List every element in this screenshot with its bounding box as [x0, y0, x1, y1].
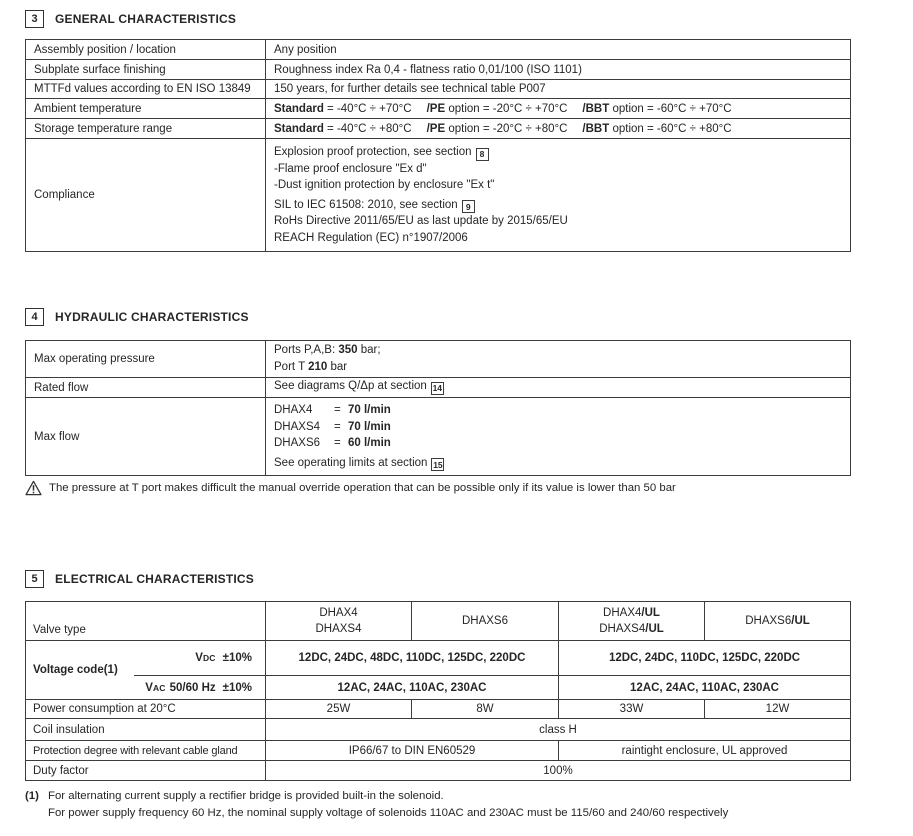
- section-hydraulic-header: [25, 308, 249, 326]
- warning-note: [25, 480, 885, 496]
- section-title: GENERAL CHARACTERISTICS: [55, 12, 237, 26]
- valve-type-header: DHAX4/UL DHAXS4/UL: [559, 602, 705, 641]
- power-value: 8W: [412, 700, 559, 719]
- row-value: See diagrams Q/Δp at section 14: [266, 378, 851, 398]
- compliance-line: SIL to IEC 61508: 2010, see section 9: [274, 197, 842, 214]
- section-ref-box: 14: [432, 383, 443, 394]
- row-label: Rated flow: [26, 378, 266, 398]
- table-row: [26, 700, 851, 719]
- protection-value: raintight enclosure, UL approved: [559, 741, 851, 761]
- general-characteristics-table: [25, 39, 851, 252]
- table-row: [26, 341, 851, 378]
- valve-type-header: DHAXS6/UL: [705, 602, 851, 641]
- vac-values: 12AC, 24AC, 110AC, 230AC: [266, 676, 559, 700]
- coil-value: class H: [266, 719, 851, 741]
- value-segment: option = -60°C ÷ +80°C: [609, 122, 732, 135]
- row-value: Any position: [266, 40, 851, 60]
- table-row: [26, 80, 851, 99]
- section-electrical-header: [25, 570, 254, 588]
- row-label: Coil insulation: [26, 719, 266, 741]
- vac-sublabel: V AC 50/60 Hz ±10%: [145, 681, 252, 694]
- flow-line: DHAX4 = 70 l/min: [274, 404, 391, 416]
- electrical-characteristics-table: [25, 601, 851, 781]
- table-row: [26, 60, 851, 80]
- value-segment: = -40°C ÷ +70°C: [323, 102, 412, 115]
- table-row: [26, 40, 851, 60]
- row-label: MTTFd values according to EN ISO 13849: [26, 80, 266, 99]
- vdc-values: 12DC, 24DC, 110DC, 125DC, 220DC: [559, 641, 851, 676]
- row-label: Compliance: [26, 139, 266, 252]
- footnote-line: For alternating current supply a rectifier bridge is provided built-in the solenoid.: [48, 790, 444, 802]
- table-row: [26, 139, 851, 252]
- row-label: Protection degree with relevant cable gland: [26, 741, 266, 761]
- compliance-line: REACH Regulation (EC) n°1907/2006: [274, 231, 468, 244]
- footnote-marker: (1): [25, 790, 39, 802]
- row-label: Assembly position / location: [26, 40, 266, 60]
- voltage-code-label: Voltage code (1): [33, 664, 118, 676]
- compliance-value: [266, 139, 851, 252]
- power-value: 12W: [705, 700, 851, 719]
- value-segment: /PE: [426, 122, 446, 135]
- value-segment: = -40°C ÷ +80°C: [323, 122, 412, 135]
- warning-text: The pressure at T port makes difficult the manual override operation that can be possible only if its value is lower than 50 bar: [49, 482, 676, 494]
- row-label: Ambient temperature: [26, 99, 266, 119]
- power-value: 33W: [559, 700, 705, 719]
- vdc-values: 12DC, 24DC, 48DC, 110DC, 125DC, 220DC: [266, 641, 559, 676]
- value-segment: Standard: [274, 122, 324, 135]
- row-value: [266, 341, 851, 378]
- table-row: [26, 119, 851, 139]
- compliance-line: -Flame proof enclosure "Ex d": [274, 162, 427, 175]
- section-ref-box: 15: [433, 459, 443, 470]
- pressure-line: Port T 210 bar: [274, 361, 348, 373]
- value-segment: option = -20°C ÷ +70°C: [445, 102, 568, 115]
- warning-triangle-icon: [25, 480, 42, 496]
- row-value: 150 years, for further details see technical table P007: [266, 80, 851, 99]
- footnote: [25, 788, 728, 822]
- row-label: Subplate surface finishing: [26, 60, 266, 80]
- row-value: [266, 398, 851, 476]
- voltage-code-label-cell: [26, 641, 266, 700]
- section-ref-box: 9: [462, 200, 475, 213]
- value-segment: option = -20°C ÷ +80°C: [445, 122, 568, 135]
- row-label: Storage temperature range: [26, 119, 266, 139]
- value-segment: /BBT: [582, 122, 610, 135]
- table-row: [26, 602, 851, 641]
- table-row: [26, 398, 851, 476]
- footnote-line: For power supply frequency 60 Hz, the nominal supply voltage of solenoids 110AC and 230AC must be 115/60 and 240/60 respectively: [48, 807, 729, 819]
- table-row: [26, 378, 851, 398]
- section-general-header: [25, 10, 236, 28]
- compliance-line: RoHs Directive 2011/65/EU as last update by 2015/65/EU: [274, 215, 568, 228]
- compliance-line: -Dust ignition protection by enclosure "Ex t": [274, 179, 495, 192]
- table-row: [26, 741, 851, 761]
- row-label: Valve type: [26, 602, 266, 641]
- section-number-box: 4: [25, 308, 44, 326]
- table-row: [26, 99, 851, 119]
- compliance-line: Explosion proof protection, see section 8: [274, 144, 842, 161]
- section-title: ELECTRICAL CHARACTERISTICS: [55, 572, 254, 586]
- protection-value: IP66/67 to DIN EN60529: [266, 741, 559, 761]
- footnote-lines: [48, 788, 728, 822]
- section-number-box: 5: [25, 570, 44, 588]
- table-row: [26, 641, 851, 676]
- row-label: Duty factor: [26, 761, 266, 781]
- power-value: 25W: [266, 700, 412, 719]
- table-row: [26, 761, 851, 781]
- value-segment: /BBT: [582, 102, 610, 115]
- pressure-line: Ports P,A,B: 350 bar;: [274, 343, 381, 356]
- row-label: Max operating pressure: [26, 341, 266, 378]
- hydraulic-characteristics-table: [25, 340, 851, 476]
- flow-line: DHAXS4 = 70 l/min: [274, 420, 391, 433]
- row-value: [266, 99, 851, 119]
- section-title: HYDRAULIC CHARACTERISTICS: [55, 310, 249, 324]
- row-value: Roughness index Ra 0,4 - flatness ratio 0,01/100 (ISO 1101): [266, 60, 851, 80]
- value-segment: /PE: [426, 102, 446, 115]
- row-label: Power consumption at 20°C: [26, 700, 266, 719]
- duty-value: 100%: [266, 761, 851, 781]
- valve-type-header: DHAX4 DHAXS4: [266, 602, 412, 641]
- value-segment: option = -60°C ÷ +70°C: [609, 102, 732, 115]
- table-row: [26, 719, 851, 741]
- flow-see-line: See operating limits at section 15: [274, 456, 443, 470]
- value-segment: Standard: [274, 102, 324, 115]
- vdc-sublabel: V DC ±10%: [134, 641, 265, 676]
- section-number-box: 3: [25, 10, 44, 28]
- valve-type-header: DHAXS6: [412, 602, 559, 641]
- flow-line: DHAXS6 = 60 l/min: [274, 437, 391, 449]
- section-ref-box: 8: [476, 148, 489, 161]
- row-value: [266, 119, 851, 139]
- row-label: Max flow: [26, 398, 266, 476]
- vac-values: 12AC, 24AC, 110AC, 230AC: [559, 676, 851, 700]
